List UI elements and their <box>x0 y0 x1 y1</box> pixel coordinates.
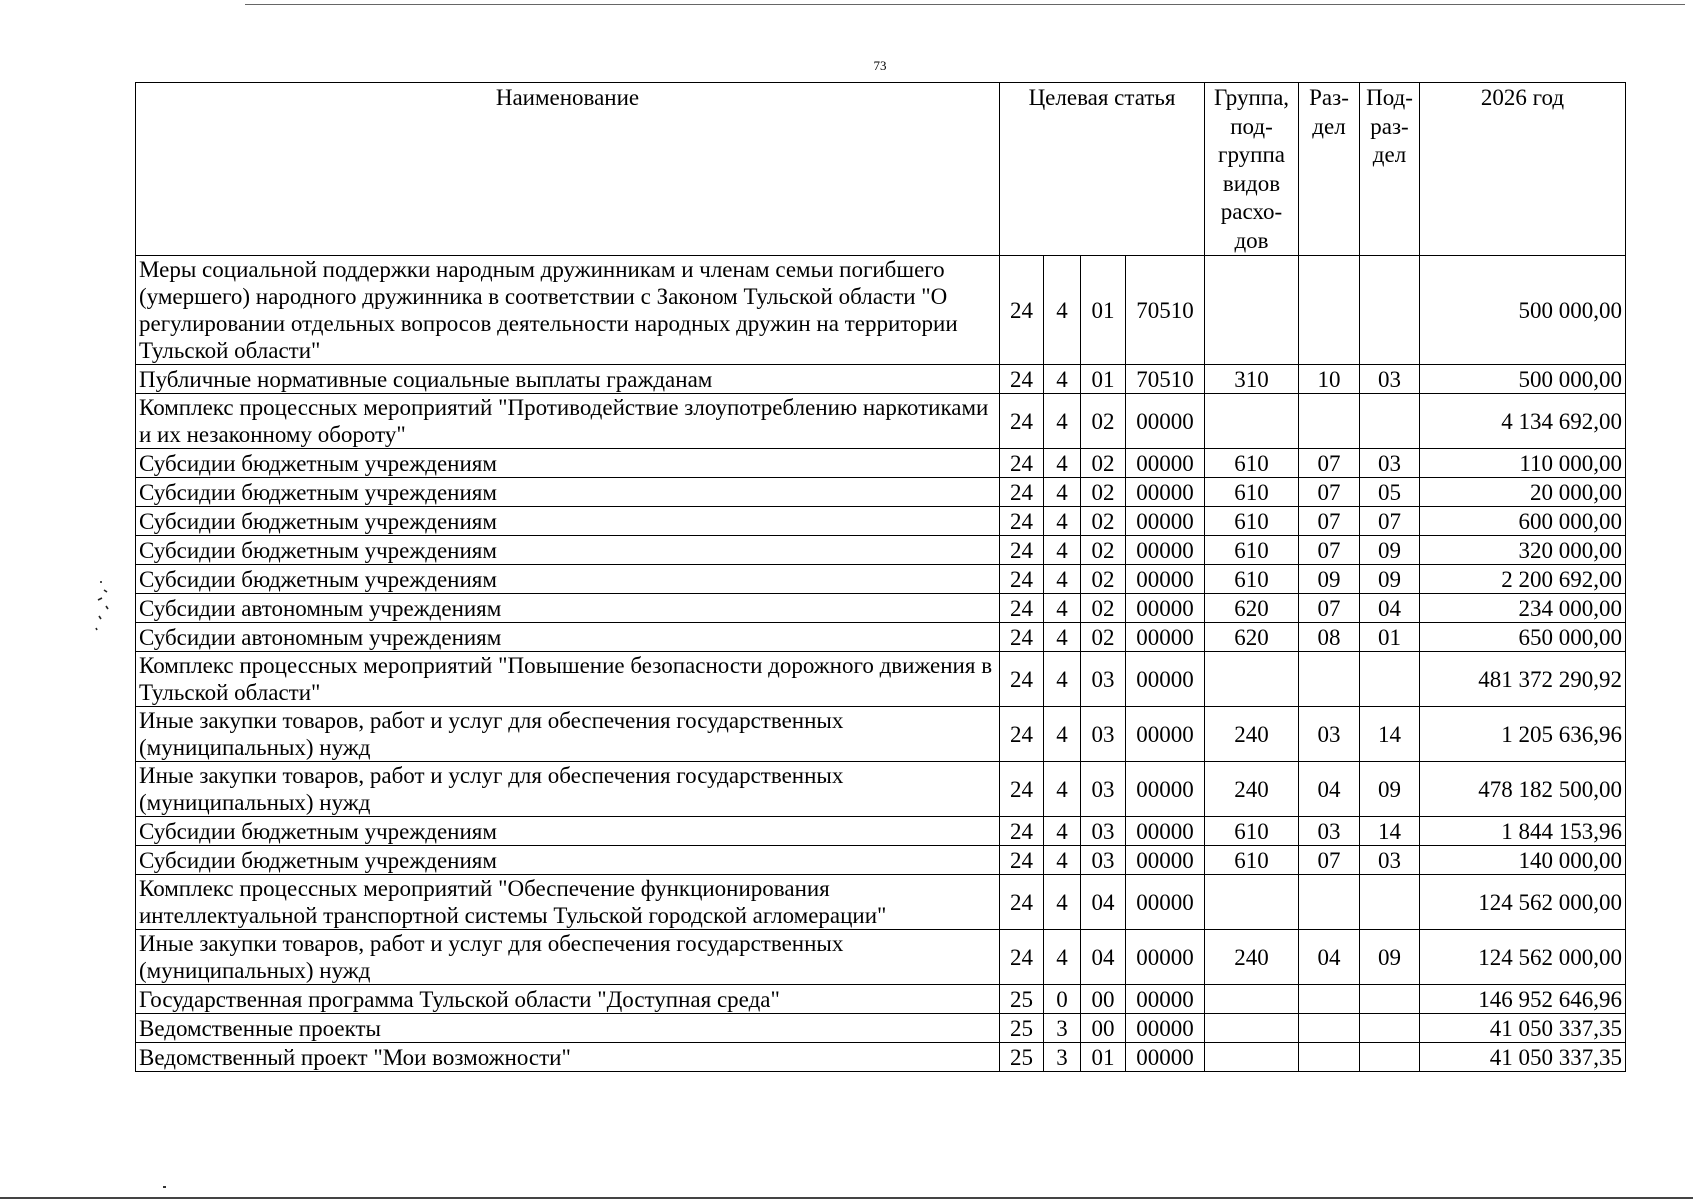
cell-expense-group: 240 <box>1205 930 1299 985</box>
cell-section <box>1299 985 1360 1014</box>
cell-name: Субсидии автономным учреждениям <box>136 594 1000 623</box>
cell-target-direction: 00000 <box>1126 536 1205 565</box>
table-row <box>136 846 1626 875</box>
cell-target-program: 24 <box>1000 652 1044 707</box>
cell-target-direction: 00000 <box>1126 449 1205 478</box>
cell-subsection: 14 <box>1360 817 1420 846</box>
cell-expense-group: 620 <box>1205 594 1299 623</box>
cell-target-direction: 00000 <box>1126 875 1205 930</box>
cell-target-type: 4 <box>1044 394 1081 449</box>
cell-target-program: 25 <box>1000 1014 1044 1043</box>
cell-subsection: 09 <box>1360 762 1420 817</box>
cell-target-program: 24 <box>1000 930 1044 985</box>
cell-name: Комплекс процессных мероприятий "Противодействие злоупотреблению наркотиками и их незаконному обороту" <box>136 394 1000 449</box>
cell-target-direction: 00000 <box>1126 478 1205 507</box>
cell-section: 09 <box>1299 565 1360 594</box>
cell-expense-group: 610 <box>1205 449 1299 478</box>
cell-target-program: 24 <box>1000 536 1044 565</box>
table-row <box>136 394 1626 449</box>
cell-name: Субсидии бюджетным учреждениям <box>136 817 1000 846</box>
cell-target-subprogram: 03 <box>1081 652 1126 707</box>
cell-target-direction: 00000 <box>1126 394 1205 449</box>
header-subsection: Под- раз- дел <box>1360 83 1420 256</box>
cell-target-direction: 00000 <box>1126 1014 1205 1043</box>
cell-amount: 478 182 500,00 <box>1420 762 1626 817</box>
cell-target-direction: 70510 <box>1126 256 1205 365</box>
cell-target-subprogram: 00 <box>1081 1014 1126 1043</box>
bottom-rule <box>0 1197 1693 1199</box>
cell-amount: 41 050 337,35 <box>1420 1043 1626 1072</box>
cell-name: Субсидии бюджетным учреждениям <box>136 449 1000 478</box>
cell-subsection: 01 <box>1360 623 1420 652</box>
cell-section <box>1299 1014 1360 1043</box>
cell-name: Государственная программа Тульской области "Доступная среда" <box>136 985 1000 1014</box>
cell-section: 03 <box>1299 707 1360 762</box>
table-body <box>136 256 1626 1072</box>
cell-expense-group <box>1205 875 1299 930</box>
margin-marks <box>92 578 116 634</box>
cell-name: Иные закупки товаров, работ и услуг для обеспечения государственных (муниципальных) нужд <box>136 707 1000 762</box>
cell-amount: 481 372 290,92 <box>1420 652 1626 707</box>
cell-section: 07 <box>1299 507 1360 536</box>
cell-subsection <box>1360 875 1420 930</box>
header-section: Раз- дел <box>1299 83 1360 256</box>
cell-target-subprogram: 03 <box>1081 762 1126 817</box>
cell-target-program: 24 <box>1000 565 1044 594</box>
cell-target-program: 24 <box>1000 256 1044 365</box>
cell-target-subprogram: 02 <box>1081 594 1126 623</box>
cell-expense-group <box>1205 256 1299 365</box>
cell-target-type: 3 <box>1044 1043 1081 1072</box>
cell-section: 07 <box>1299 536 1360 565</box>
header-expense-group: Группа, под- группа видов расхо- дов <box>1205 83 1299 256</box>
cell-target-type: 4 <box>1044 930 1081 985</box>
cell-target-type: 4 <box>1044 762 1081 817</box>
cell-amount: 20 000,00 <box>1420 478 1626 507</box>
cell-section <box>1299 256 1360 365</box>
cell-expense-group <box>1205 1043 1299 1072</box>
cell-target-direction: 00000 <box>1126 985 1205 1014</box>
cell-subsection <box>1360 652 1420 707</box>
cell-name: Субсидии автономным учреждениям <box>136 623 1000 652</box>
table-row <box>136 762 1626 817</box>
cell-target-type: 4 <box>1044 256 1081 365</box>
header-name: Наименование <box>136 83 1000 256</box>
cell-subsection: 04 <box>1360 594 1420 623</box>
cell-target-direction: 00000 <box>1126 762 1205 817</box>
table-row <box>136 507 1626 536</box>
cell-target-subprogram: 01 <box>1081 256 1126 365</box>
cell-amount: 124 562 000,00 <box>1420 875 1626 930</box>
cell-expense-group <box>1205 1014 1299 1043</box>
cell-target-direction: 00000 <box>1126 846 1205 875</box>
table-row <box>136 652 1626 707</box>
cell-amount: 110 000,00 <box>1420 449 1626 478</box>
cell-expense-group: 610 <box>1205 536 1299 565</box>
cell-target-subprogram: 02 <box>1081 478 1126 507</box>
cell-expense-group: 610 <box>1205 507 1299 536</box>
table-row <box>136 623 1626 652</box>
cell-target-type: 4 <box>1044 846 1081 875</box>
table-row <box>136 985 1626 1014</box>
cell-amount: 140 000,00 <box>1420 846 1626 875</box>
cell-target-direction: 00000 <box>1126 652 1205 707</box>
cell-name: Субсидии бюджетным учреждениям <box>136 478 1000 507</box>
cell-expense-group <box>1205 394 1299 449</box>
cell-amount: 124 562 000,00 <box>1420 930 1626 985</box>
table-row <box>136 256 1626 365</box>
cell-target-type: 4 <box>1044 623 1081 652</box>
cell-target-type: 4 <box>1044 565 1081 594</box>
cell-target-program: 24 <box>1000 707 1044 762</box>
stray-mark <box>163 1186 166 1188</box>
cell-target-subprogram: 04 <box>1081 930 1126 985</box>
cell-target-subprogram: 04 <box>1081 875 1126 930</box>
cell-target-direction: 00000 <box>1126 1043 1205 1072</box>
cell-subsection: 14 <box>1360 707 1420 762</box>
cell-target-program: 24 <box>1000 365 1044 394</box>
cell-target-program: 24 <box>1000 507 1044 536</box>
cell-target-type: 4 <box>1044 536 1081 565</box>
cell-expense-group: 610 <box>1205 565 1299 594</box>
cell-target-direction: 00000 <box>1126 707 1205 762</box>
cell-target-type: 4 <box>1044 594 1081 623</box>
cell-subsection <box>1360 985 1420 1014</box>
cell-target-program: 25 <box>1000 985 1044 1014</box>
cell-amount: 650 000,00 <box>1420 623 1626 652</box>
table-row <box>136 594 1626 623</box>
cell-target-subprogram: 02 <box>1081 507 1126 536</box>
table-row <box>136 565 1626 594</box>
cell-expense-group <box>1205 985 1299 1014</box>
table-row <box>136 875 1626 930</box>
cell-target-direction: 00000 <box>1126 565 1205 594</box>
cell-name: Субсидии бюджетным учреждениям <box>136 536 1000 565</box>
table-header-row <box>136 83 1626 256</box>
cell-expense-group: 610 <box>1205 846 1299 875</box>
cell-section <box>1299 875 1360 930</box>
cell-target-direction: 00000 <box>1126 817 1205 846</box>
cell-target-program: 24 <box>1000 846 1044 875</box>
cell-amount: 1 205 636,96 <box>1420 707 1626 762</box>
table-row <box>136 707 1626 762</box>
cell-subsection: 03 <box>1360 846 1420 875</box>
table-row <box>136 478 1626 507</box>
cell-target-subprogram: 01 <box>1081 365 1126 394</box>
table-row <box>136 449 1626 478</box>
cell-target-direction: 00000 <box>1126 594 1205 623</box>
cell-expense-group: 240 <box>1205 707 1299 762</box>
page-number: 73 <box>873 58 887 73</box>
cell-amount: 320 000,00 <box>1420 536 1626 565</box>
cell-target-type: 4 <box>1044 365 1081 394</box>
cell-name: Иные закупки товаров, работ и услуг для обеспечения государственных (муниципальных) нужд <box>136 762 1000 817</box>
table-row <box>136 536 1626 565</box>
cell-amount: 234 000,00 <box>1420 594 1626 623</box>
cell-subsection: 09 <box>1360 536 1420 565</box>
table-row <box>136 930 1626 985</box>
cell-subsection <box>1360 1014 1420 1043</box>
cell-target-subprogram: 03 <box>1081 707 1126 762</box>
cell-section <box>1299 652 1360 707</box>
cell-amount: 600 000,00 <box>1420 507 1626 536</box>
cell-subsection <box>1360 1043 1420 1072</box>
top-rule <box>245 4 1685 5</box>
cell-target-type: 4 <box>1044 449 1081 478</box>
cell-section <box>1299 394 1360 449</box>
cell-expense-group: 310 <box>1205 365 1299 394</box>
header-year: 2026 год <box>1420 83 1626 256</box>
cell-target-subprogram: 03 <box>1081 817 1126 846</box>
cell-target-type: 4 <box>1044 817 1081 846</box>
cell-target-subprogram: 02 <box>1081 623 1126 652</box>
cell-target-type: 4 <box>1044 507 1081 536</box>
cell-target-subprogram: 02 <box>1081 565 1126 594</box>
table-row <box>136 1014 1626 1043</box>
cell-target-subprogram: 02 <box>1081 449 1126 478</box>
cell-amount: 2 200 692,00 <box>1420 565 1626 594</box>
cell-subsection: 09 <box>1360 930 1420 985</box>
cell-expense-group: 610 <box>1205 478 1299 507</box>
cell-subsection <box>1360 256 1420 365</box>
cell-target-type: 0 <box>1044 985 1081 1014</box>
cell-expense-group: 610 <box>1205 817 1299 846</box>
cell-target-direction: 00000 <box>1126 507 1205 536</box>
cell-name: Субсидии бюджетным учреждениям <box>136 507 1000 536</box>
cell-target-program: 24 <box>1000 623 1044 652</box>
header-target-article: Целевая статья <box>1000 83 1205 256</box>
cell-target-type: 4 <box>1044 478 1081 507</box>
cell-section: 07 <box>1299 478 1360 507</box>
cell-name: Комплекс процессных мероприятий "Обеспечение функционирования интеллектуальной транспортной системы Тульской городской агломерации" <box>136 875 1000 930</box>
cell-subsection: 09 <box>1360 565 1420 594</box>
cell-expense-group <box>1205 652 1299 707</box>
cell-amount: 500 000,00 <box>1420 256 1626 365</box>
cell-target-direction: 00000 <box>1126 623 1205 652</box>
cell-amount: 146 952 646,96 <box>1420 985 1626 1014</box>
cell-subsection: 05 <box>1360 478 1420 507</box>
cell-target-program: 24 <box>1000 762 1044 817</box>
cell-target-direction: 00000 <box>1126 930 1205 985</box>
cell-amount: 1 844 153,96 <box>1420 817 1626 846</box>
cell-amount: 500 000,00 <box>1420 365 1626 394</box>
cell-name: Субсидии бюджетным учреждениям <box>136 565 1000 594</box>
cell-target-type: 4 <box>1044 875 1081 930</box>
table-row <box>136 365 1626 394</box>
cell-section: 03 <box>1299 817 1360 846</box>
cell-name: Ведомственный проект "Мои возможности" <box>136 1043 1000 1072</box>
cell-amount: 41 050 337,35 <box>1420 1014 1626 1043</box>
cell-subsection: 03 <box>1360 365 1420 394</box>
cell-section: 10 <box>1299 365 1360 394</box>
cell-name: Субсидии бюджетным учреждениям <box>136 846 1000 875</box>
cell-target-program: 24 <box>1000 394 1044 449</box>
cell-name: Меры социальной поддержки народным дружинникам и членам семьи погибшего (умершего) народного дружинника в соответствии с Законом Тульской области "О регулировании отдельных вопросов деятельности народных дружин на территории Тульской области" <box>136 256 1000 365</box>
cell-target-type: 4 <box>1044 707 1081 762</box>
cell-target-subprogram: 00 <box>1081 985 1126 1014</box>
cell-target-subprogram: 01 <box>1081 1043 1126 1072</box>
cell-section: 07 <box>1299 594 1360 623</box>
cell-target-subprogram: 02 <box>1081 536 1126 565</box>
cell-target-type: 4 <box>1044 652 1081 707</box>
cell-target-program: 24 <box>1000 449 1044 478</box>
cell-name: Иные закупки товаров, работ и услуг для обеспечения государственных (муниципальных) нужд <box>136 930 1000 985</box>
cell-subsection: 07 <box>1360 507 1420 536</box>
cell-target-direction: 70510 <box>1126 365 1205 394</box>
cell-target-program: 24 <box>1000 817 1044 846</box>
cell-target-type: 3 <box>1044 1014 1081 1043</box>
budget-table <box>135 82 1626 1072</box>
cell-target-program: 25 <box>1000 1043 1044 1072</box>
cell-target-program: 24 <box>1000 594 1044 623</box>
cell-section: 04 <box>1299 930 1360 985</box>
cell-section: 07 <box>1299 846 1360 875</box>
cell-expense-group: 240 <box>1205 762 1299 817</box>
table-row <box>136 817 1626 846</box>
cell-amount: 4 134 692,00 <box>1420 394 1626 449</box>
cell-section <box>1299 1043 1360 1072</box>
cell-subsection: 03 <box>1360 449 1420 478</box>
cell-name: Публичные нормативные социальные выплаты гражданам <box>136 365 1000 394</box>
cell-target-program: 24 <box>1000 875 1044 930</box>
cell-section: 08 <box>1299 623 1360 652</box>
cell-section: 07 <box>1299 449 1360 478</box>
cell-expense-group: 620 <box>1205 623 1299 652</box>
cell-target-program: 24 <box>1000 478 1044 507</box>
table-row <box>136 1043 1626 1072</box>
cell-target-subprogram: 03 <box>1081 846 1126 875</box>
cell-subsection <box>1360 394 1420 449</box>
cell-target-subprogram: 02 <box>1081 394 1126 449</box>
cell-name: Ведомственные проекты <box>136 1014 1000 1043</box>
cell-name: Комплекс процессных мероприятий "Повышение безопасности дорожного движения в Тульской области" <box>136 652 1000 707</box>
cell-section: 04 <box>1299 762 1360 817</box>
